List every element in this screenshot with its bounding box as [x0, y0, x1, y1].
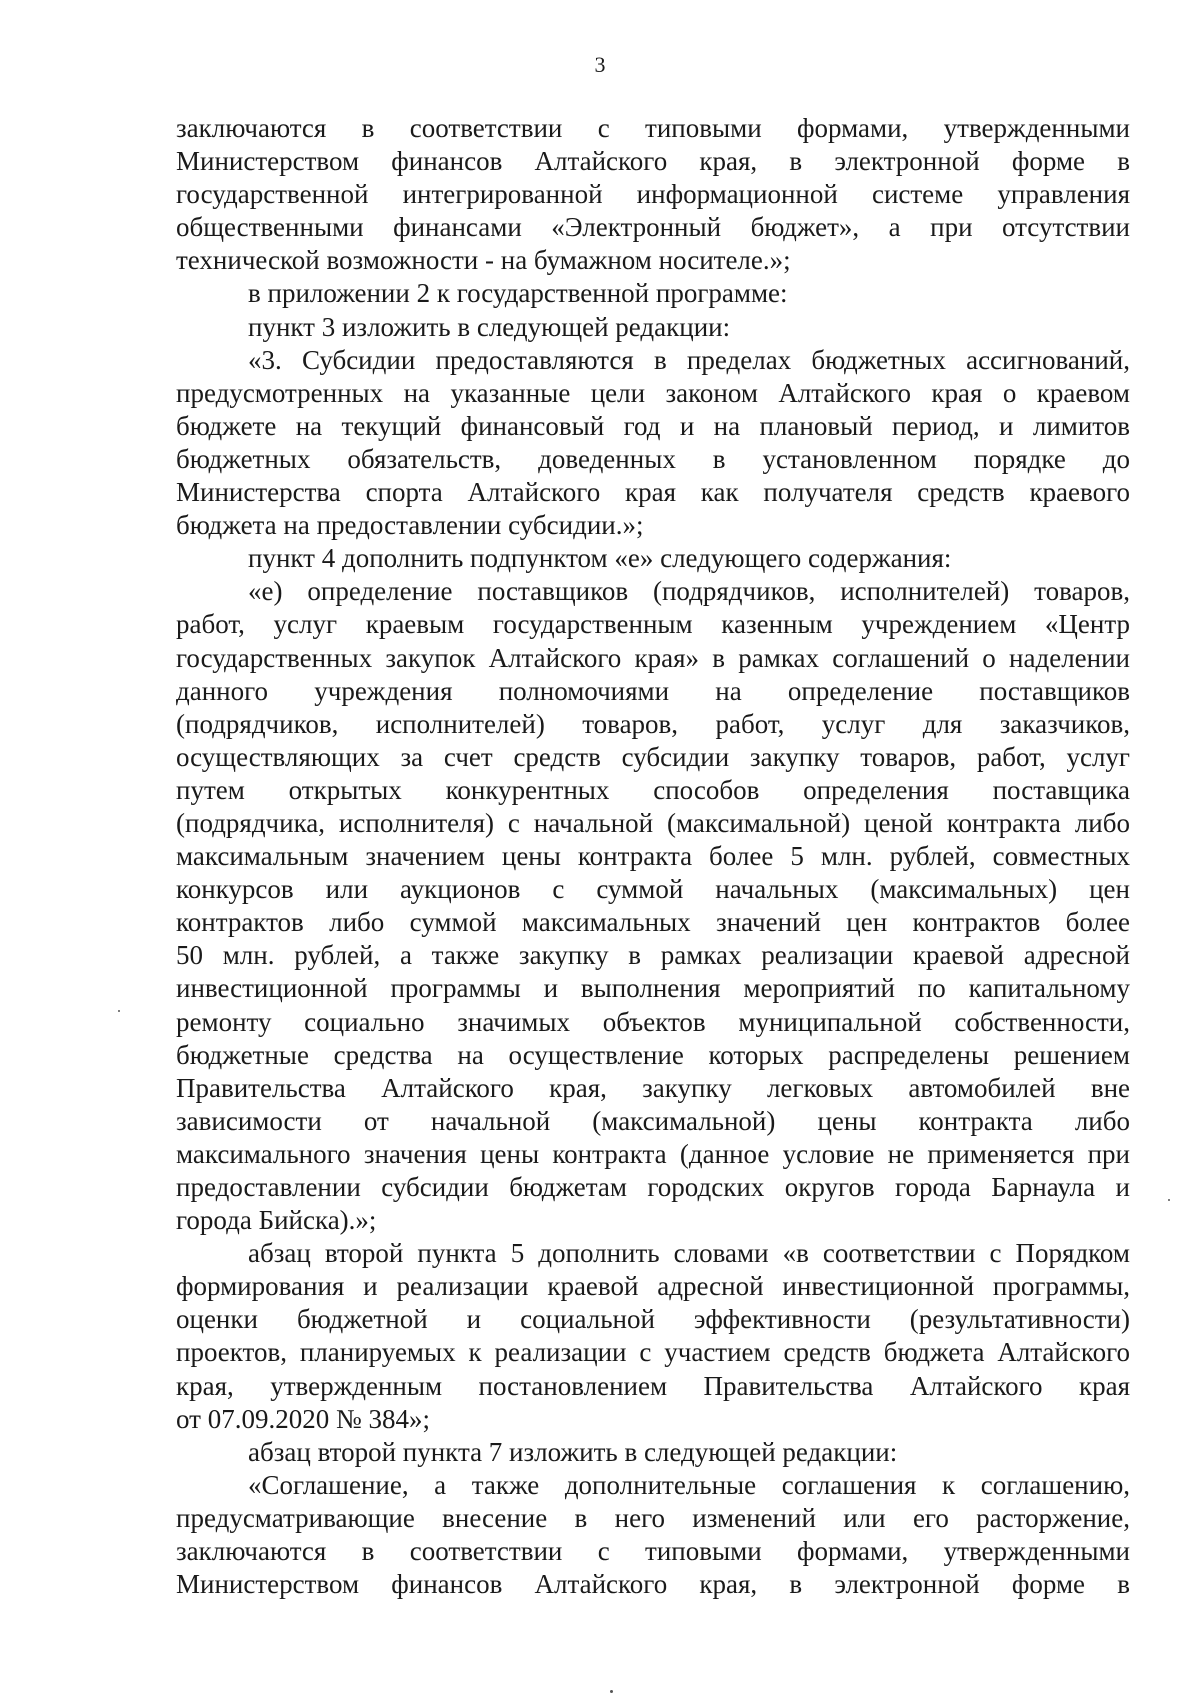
- text-line: бюджетные средства на осуществление которых распределены решением: [176, 1039, 1130, 1070]
- paragraph-p1: [176, 112, 1130, 277]
- text-line: путем открытых конкурентных способов определения поставщика: [176, 774, 1130, 805]
- text-line: предусмотренных на указанные цели законом Алтайского края о краевом: [176, 377, 1130, 408]
- scan-speck: [610, 1690, 613, 1693]
- text-line: формирования и реализации краевой адресной инвестиционной программы,: [176, 1271, 1130, 1302]
- text-line: максимального значения цены контракта (данное условие не применяется при: [176, 1138, 1130, 1169]
- scan-speck: [1168, 1199, 1170, 1201]
- text-line: Правительства Алтайского края, закупку легковых автомобилей вне: [176, 1072, 1130, 1103]
- text-line: работ, услуг краевым государственным казенным учреждением «Центр: [176, 609, 1130, 640]
- paragraph-p2: [176, 277, 1130, 310]
- paragraph-p6: [176, 575, 1130, 1237]
- text-line: (подрядчиков, исполнителей) товаров, работ, услуг для заказчиков,: [176, 708, 1130, 739]
- paragraph-p5: [176, 542, 1130, 575]
- text-line: пункт 4 дополнить подпунктом «е» следующего содержания:: [248, 543, 952, 574]
- text-line: Министерством финансов Алтайского края, в электронной форме в: [176, 1569, 1130, 1600]
- document-body: [176, 112, 1130, 1601]
- text-line: города Бийска).»;: [176, 1205, 377, 1236]
- text-line: максимальным значением цены контракта более 5 млн. рублей, совместных: [176, 841, 1130, 872]
- scan-speck: [118, 1010, 120, 1012]
- text-line: предусматривающие внесение в него изменений или его расторжение,: [176, 1502, 1130, 1533]
- text-line: «Соглашение, а также дополнительные соглашения к соглашению,: [248, 1469, 1130, 1500]
- text-line: Министерства спорта Алтайского края как получателя средств краевого: [176, 477, 1130, 508]
- paragraph-p8: [176, 1436, 1130, 1469]
- text-line: (подрядчика, исполнителя) с начальной (максимальной) ценой контракта либо: [176, 807, 1130, 838]
- text-line: бюджетных обязательств, доведенных в установленном порядке до: [176, 443, 1130, 474]
- text-line: 50 млн. рублей, а также закупку в рамках реализации краевой адресной: [176, 940, 1130, 971]
- text-line: от 07.09.2020 № 384»;: [176, 1403, 430, 1434]
- text-line: абзац второй пункта 7 изложить в следующей редакции:: [248, 1436, 898, 1467]
- paragraph-p7: [176, 1237, 1130, 1436]
- text-line: зависимости от начальной (максимальной) цены контракта либо: [176, 1105, 1130, 1136]
- text-line: проектов, планируемых к реализации с участием средств бюджета Алтайского: [176, 1337, 1130, 1368]
- text-line: заключаются в соответствии с типовыми формами, утвержденными: [176, 1536, 1130, 1567]
- text-line: Министерством финансов Алтайского края, в электронной форме в: [176, 146, 1130, 177]
- text-line: инвестиционной программы и выполнения мероприятий по капитальному: [176, 973, 1130, 1004]
- text-line: абзац второй пункта 5 дополнить словами «в соответствии с Порядком: [248, 1238, 1130, 1269]
- text-line: государственных закупок Алтайского края» в рамках соглашений о наделении: [176, 642, 1130, 673]
- text-line: «3. Субсидии предоставляются в пределах бюджетных ассигнований,: [248, 344, 1130, 375]
- text-line: в приложении 2 к государственной программе:: [248, 278, 788, 309]
- paragraph-p9: [176, 1469, 1130, 1601]
- text-line: технической возможности - на бумажном носителе.»;: [176, 245, 791, 276]
- text-line: бюджете на текущий финансовый год и на плановый период, и лимитов: [176, 410, 1130, 441]
- text-line: оценки бюджетной и социальной эффективности (результативности): [176, 1304, 1130, 1335]
- text-line: заключаются в соответствии с типовыми формами, утвержденными: [176, 113, 1130, 143]
- text-line: государственной интегрированной информационной системе управления: [176, 179, 1130, 210]
- text-line: контрактов либо суммой максимальных значений цен контрактов более: [176, 907, 1130, 938]
- text-line: осуществляющих за счет средств субсидии закупку товаров, работ, услуг: [176, 741, 1130, 772]
- text-line: общественными финансами «Электронный бюджет», а при отсутствии: [176, 212, 1130, 243]
- text-line: «е) определение поставщиков (подрядчиков, исполнителей) товаров,: [248, 576, 1130, 607]
- text-line: предоставлении субсидии бюджетам городских округов города Барнаула и: [176, 1172, 1130, 1202]
- text-line: края, утвержденным постановлением Правительства Алтайского края: [176, 1370, 1130, 1401]
- text-line: бюджета на предоставлении субсидии.»;: [176, 510, 644, 541]
- text-line: данного учреждения полномочиями на определение поставщиков: [176, 675, 1130, 706]
- text-line: ремонту социально значимых объектов муниципальной собственности,: [176, 1006, 1130, 1037]
- text-line: пункт 3 изложить в следующей редакции:: [248, 311, 731, 342]
- text-line: конкурсов или аукционов с суммой начальных (максимальных) цен: [176, 874, 1130, 905]
- paragraph-p3: [176, 311, 1130, 344]
- page-number: 3: [594, 52, 606, 77]
- paragraph-p4: [176, 344, 1130, 543]
